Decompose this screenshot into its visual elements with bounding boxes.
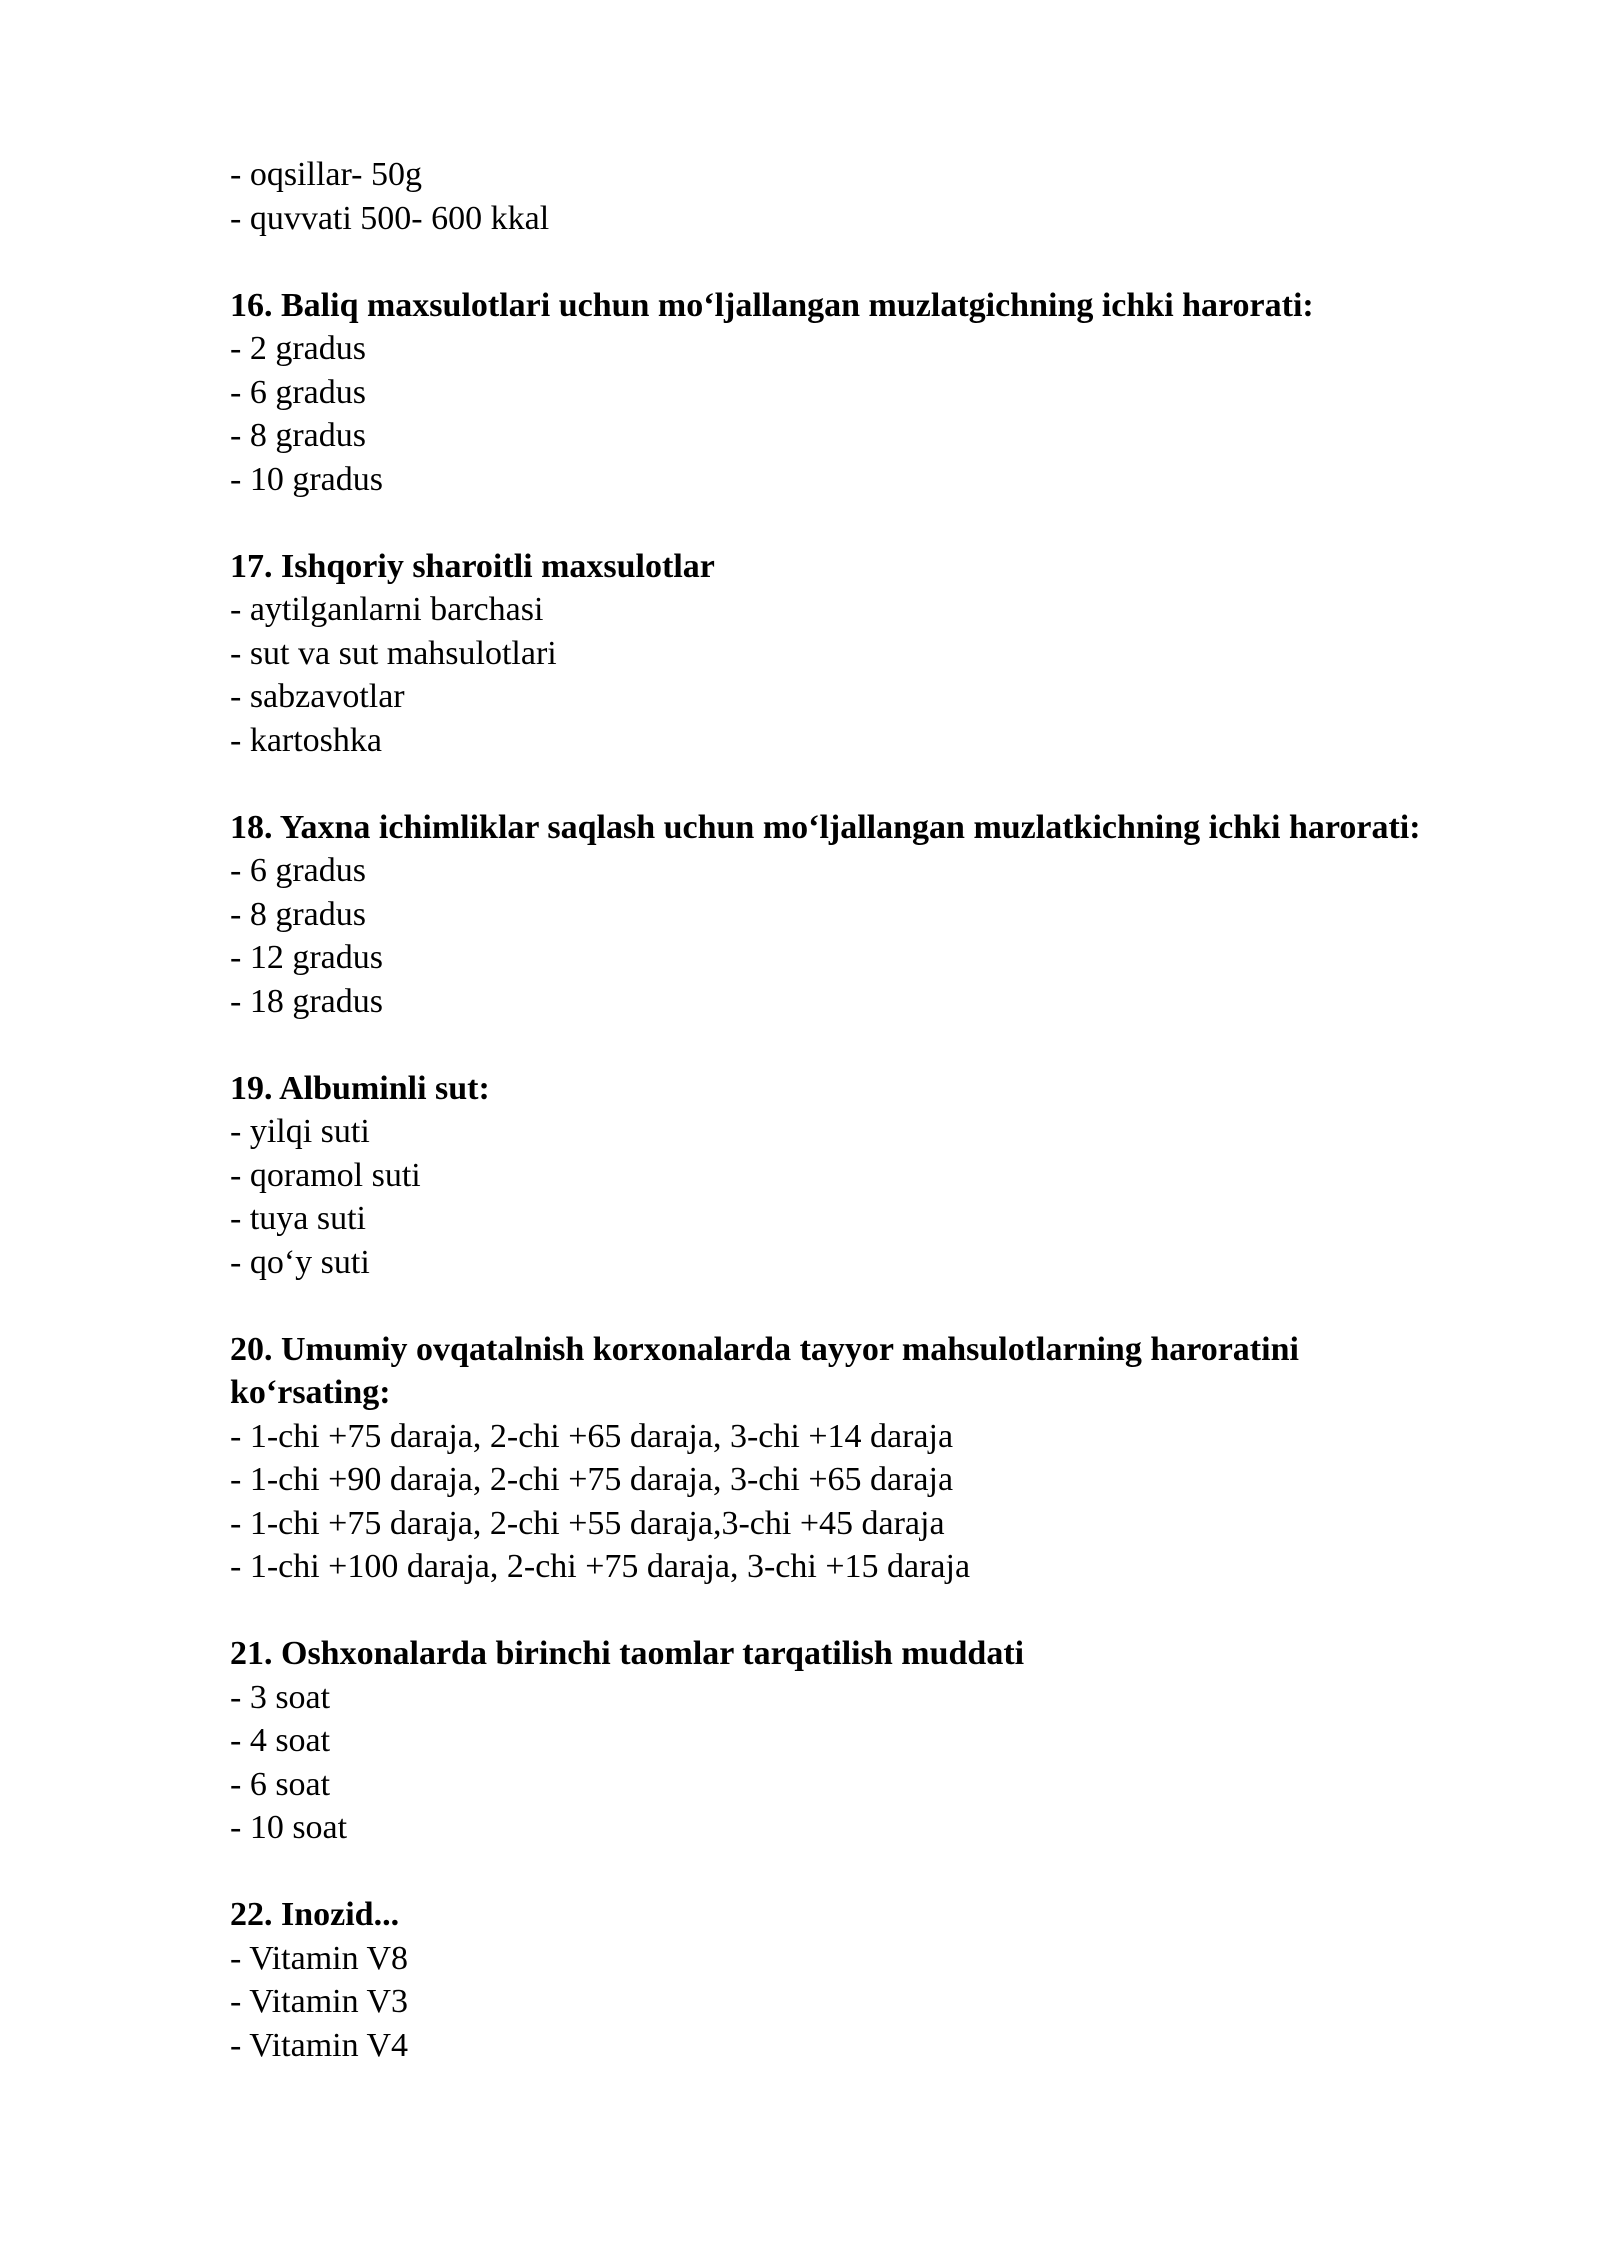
answer-option: - 10 gradus [230, 460, 383, 498]
answer-option: - 8 gradus [230, 895, 366, 933]
question-title: 20. Umumiy ovqatalnish korxonalarda tayyor mahsulotlarning haroratini ko‘rsating: [230, 1330, 1299, 1411]
question-21 [230, 1632, 1460, 1850]
answer-option: - 3 soat [230, 1678, 331, 1716]
answer-option: - 6 soat [230, 1765, 331, 1803]
answer-option: - 2 gradus [230, 330, 366, 367]
question-title: 16. Baliq maxsulotlari uchun mo‘ljallangan muzlatgichning ichki harorati: [230, 286, 1314, 324]
intro-line: - oqsillar- 50g [230, 156, 422, 193]
intro-block [230, 153, 1460, 240]
answer-option: - sabzavotlar [230, 678, 405, 715]
intro-line: - quvvati 500- 600 kkal [230, 199, 550, 237]
answer-option: - 18 gradus [230, 982, 383, 1020]
answer-option: - yilqi suti [230, 1113, 370, 1150]
answer-option: - 10 soat [230, 1809, 348, 1846]
answer-option: - 1-chi +90 daraja, 2-chi +75 daraja, 3-chi +65 daraja [230, 1461, 954, 1498]
answer-option: - sut va sut mahsulotlari [230, 634, 557, 672]
answer-option: - Vitamin V8 [230, 1939, 409, 1977]
answer-option: - Vitamin V3 [230, 1983, 409, 2020]
answer-option: - 1-chi +100 daraja, 2-chi +75 daraja, 3-chi +15 daraja [230, 1548, 971, 1585]
answer-option: - qoramol suti [230, 1156, 421, 1194]
answer-option: - 12 gradus [230, 939, 383, 976]
answer-option: - 1-chi +75 daraja, 2-chi +65 daraja, 3-chi +14 daraja [230, 1417, 954, 1455]
question-22 [230, 1893, 1460, 2067]
question-19 [230, 1067, 1460, 1285]
question-20 [230, 1328, 1460, 1589]
question-18 [230, 806, 1460, 1024]
answer-option: - kartoshka [230, 721, 383, 759]
answer-option: - 1-chi +75 daraja, 2-chi +55 daraja,3-chi +45 daraja [230, 1504, 945, 1542]
answer-option: - tuya suti [230, 1200, 366, 1237]
question-16 [230, 284, 1460, 502]
question-title: 22. Inozid... [230, 1896, 400, 1933]
document-page [230, 153, 1460, 2111]
question-title: 17. Ishqoriy sharoitli maxsulotlar [230, 547, 715, 585]
answer-option: - 6 gradus [230, 852, 366, 889]
question-title: 21. Oshxonalarda birinchi taomlar tarqatilish muddati [230, 1635, 1025, 1672]
answer-option: - 6 gradus [230, 373, 366, 411]
answer-option: - qo‘y suti [230, 1243, 370, 1281]
answer-option: - aytilganlarni barchasi [230, 591, 544, 628]
question-title: 19. Albuminli sut: [230, 1069, 490, 1107]
answer-option: - Vitamin V4 [230, 2026, 409, 2064]
answer-option: - 8 gradus [230, 417, 366, 454]
question-17 [230, 545, 1460, 763]
question-title: 18. Yaxna ichimliklar saqlash uchun mo‘ljallangan muzlatkichning ichki harorati: [230, 808, 1421, 846]
answer-option: - 4 soat [230, 1722, 331, 1759]
